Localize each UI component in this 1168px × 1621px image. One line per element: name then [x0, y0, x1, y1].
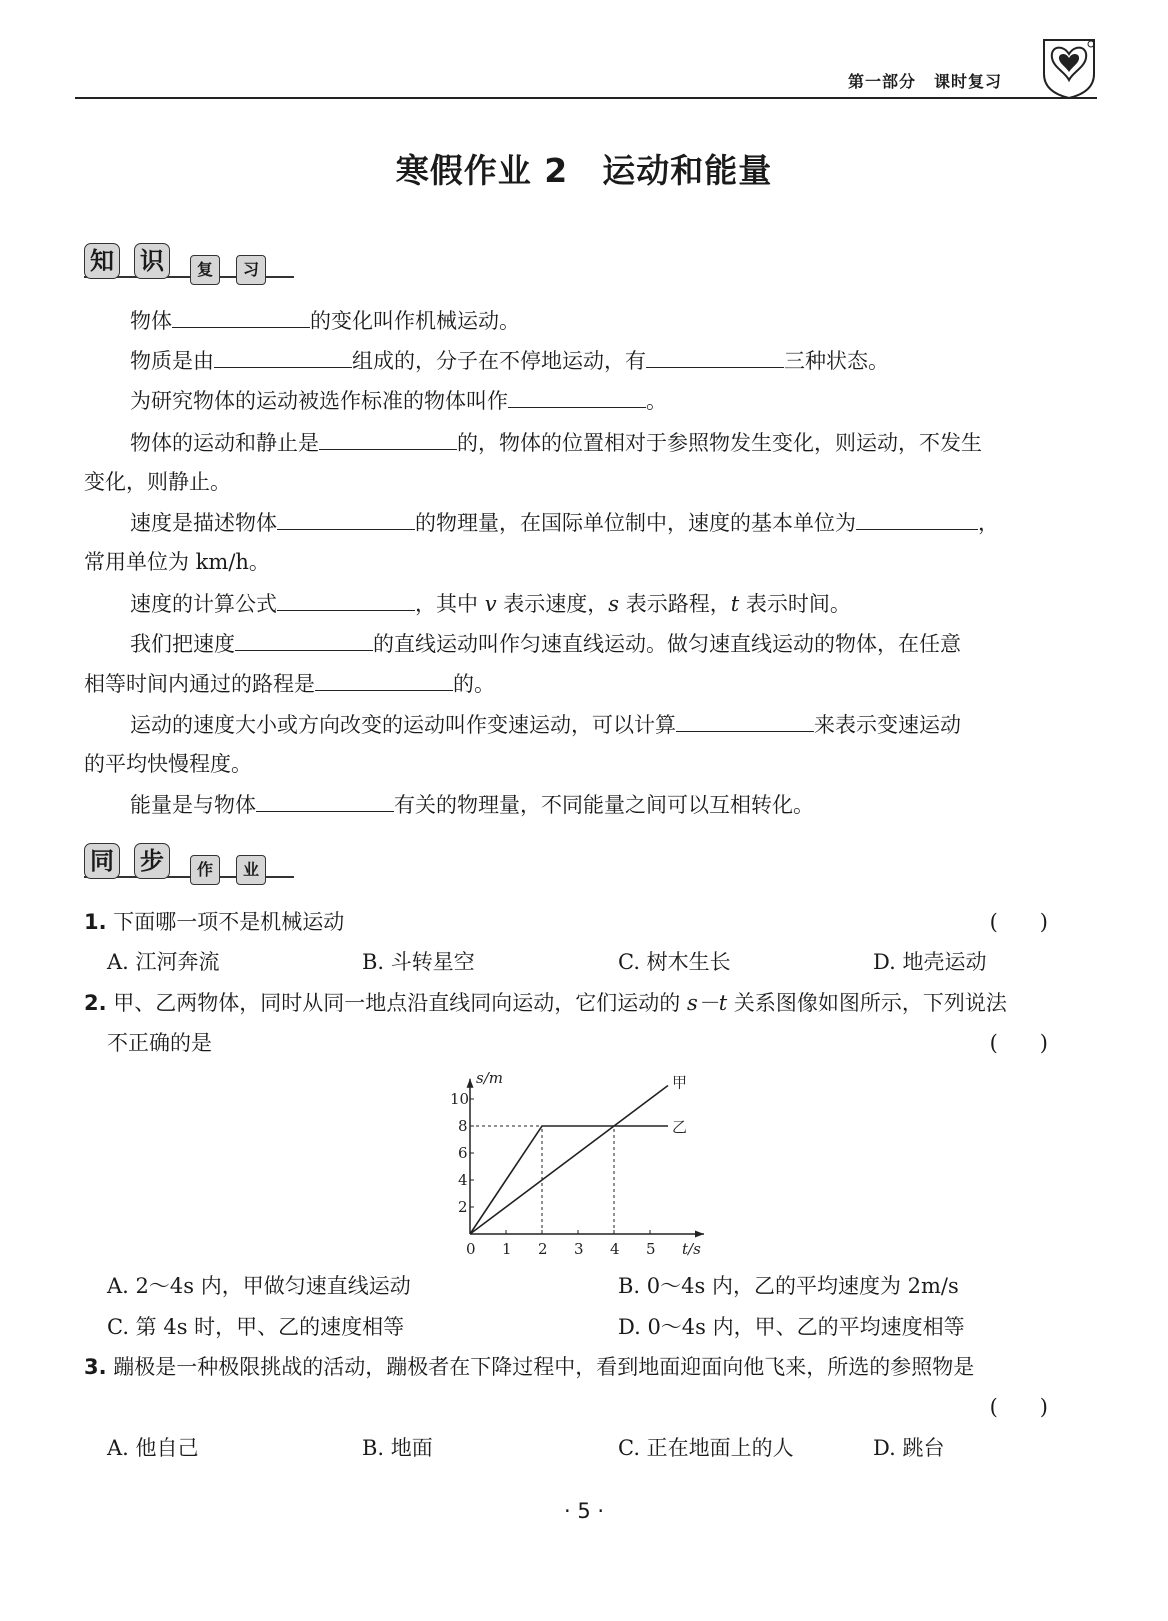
- title-topic: 运动和能量: [602, 151, 773, 190]
- y-axis-label: s/m: [476, 1068, 503, 1087]
- option[interactable]: D. 跳台: [873, 1436, 945, 1460]
- x-tick-label: 5: [646, 1240, 656, 1258]
- section-char: 步: [134, 843, 170, 879]
- x-tick-label: 0: [466, 1240, 476, 1258]
- option[interactable]: D. 0～4s 内，甲、乙的平均速度相等: [618, 1315, 965, 1339]
- option[interactable]: A. 2～4s 内，甲做匀速直线运动: [107, 1274, 411, 1298]
- section-char: 业: [236, 855, 266, 885]
- section-char: 识: [134, 243, 170, 279]
- page-number: · 5 ·: [563, 1499, 605, 1523]
- review-line: 物体 的变化叫作机械运动。: [130, 305, 520, 336]
- review-line: 速度是描述物体 的物理量，在国际单位制中，速度的基本单位为 ，: [130, 507, 999, 538]
- section-char: 习: [236, 255, 266, 285]
- review-line: 相等时间内通过的路程是 的。: [84, 668, 495, 699]
- answer-paren[interactable]: ( ): [989, 910, 1048, 934]
- fill-blank[interactable]: [277, 588, 415, 611]
- option[interactable]: B. 斗转星空: [362, 950, 475, 974]
- x-tick-label: 1: [502, 1240, 512, 1258]
- y-tick-label: 6: [458, 1144, 468, 1162]
- option[interactable]: B. 0～4s 内，乙的平均速度为 2m/s: [618, 1274, 959, 1298]
- page-title: [0, 145, 1168, 192]
- x-axis-label: t/s: [682, 1240, 701, 1258]
- review-line: 变化，则静止。: [84, 470, 231, 494]
- fill-blank[interactable]: [319, 427, 457, 450]
- fill-blank[interactable]: [172, 305, 310, 328]
- y-axis-arrow: [467, 1079, 474, 1088]
- fill-blank[interactable]: [277, 507, 415, 530]
- review-line: 常用单位为 km/h。: [84, 550, 270, 574]
- answer-paren[interactable]: ( ): [989, 1395, 1048, 1419]
- review-line: 为研究物体的运动被选作标准的物体叫作 。: [130, 385, 667, 416]
- review-line: 能量是与物体 有关的物理量，不同能量之间可以互相转化。: [130, 789, 814, 820]
- fill-blank[interactable]: [235, 628, 373, 651]
- section-heading-review: [84, 243, 294, 289]
- title-lead: 寒假作业 2: [395, 151, 569, 190]
- option[interactable]: C. 树木生长: [618, 950, 731, 974]
- review-line: 速度的计算公式 ，其中 v 表示速度，s 表示路程，t 表示时间。: [130, 588, 851, 619]
- option[interactable]: B. 地面: [362, 1436, 433, 1460]
- question-2-stem: 2. 甲、乙两物体，同时从同一地点沿直线同向运动，它们运动的 s－t 关系图像如图所示，下列说法: [84, 991, 1007, 1015]
- series-line: [470, 1086, 668, 1235]
- review-line: 我们把速度 的直线运动叫作匀速直线运动。做匀速直线运动的物体，在任意: [130, 628, 961, 659]
- y-tick-label: 8: [458, 1117, 468, 1135]
- s-t-graph: [440, 1066, 730, 1266]
- answer-paren[interactable]: ( ): [989, 1031, 1048, 1055]
- series-label: 乙: [672, 1118, 688, 1136]
- section-char: 作: [190, 855, 220, 885]
- fill-blank[interactable]: [256, 789, 394, 812]
- x-tick-label: 4: [610, 1240, 620, 1258]
- section-char: 复: [190, 255, 220, 285]
- review-line: 运动的速度大小或方向改变的运动叫作变速运动，可以计算 来表示变速运动: [130, 709, 961, 740]
- option[interactable]: D. 地壳运动: [873, 950, 987, 974]
- header-rule: [75, 97, 1097, 99]
- y-tick-label: 4: [458, 1171, 468, 1189]
- page-header: [75, 36, 1100, 100]
- header-section: 课时复习: [933, 72, 1002, 91]
- section-char: 同: [84, 843, 120, 879]
- question-3-stem: 3. 蹦极是一种极限挑战的活动，蹦极者在下降过程中，看到地面迎面向他飞来，所选的参照物是: [84, 1355, 975, 1379]
- fill-blank[interactable]: [508, 385, 646, 408]
- y-tick-label: 10: [450, 1090, 470, 1108]
- x-tick-label: 3: [574, 1240, 584, 1258]
- fill-blank[interactable]: [214, 345, 352, 368]
- series-label: 甲: [672, 1073, 688, 1092]
- fill-blank[interactable]: [856, 507, 978, 530]
- publisher-logo-icon: [1038, 36, 1100, 100]
- header-text: [848, 69, 1002, 92]
- section-heading-homework: [84, 843, 294, 889]
- x-tick-label: 2: [538, 1240, 548, 1258]
- question-2-stem-cont: 不正确的是: [107, 1031, 212, 1055]
- option[interactable]: A. 他自己: [107, 1436, 199, 1460]
- review-line: 物质是由 组成的，分子在不停地运动，有 三种状态。: [130, 345, 889, 376]
- header-part: 第一部分: [847, 72, 916, 91]
- fill-blank[interactable]: [315, 668, 453, 691]
- fill-blank[interactable]: [676, 709, 814, 732]
- y-tick-label: 2: [458, 1198, 468, 1216]
- question-1-stem: 1. 下面哪一项不是机械运动: [84, 910, 345, 934]
- section-char: 知: [84, 243, 120, 279]
- x-axis-arrow: [695, 1231, 704, 1238]
- series-line: [470, 1126, 668, 1234]
- fill-blank[interactable]: [646, 345, 784, 368]
- option[interactable]: C. 第 4s 时，甲、乙的速度相等: [107, 1315, 405, 1339]
- option[interactable]: C. 正在地面上的人: [618, 1436, 794, 1460]
- option[interactable]: A. 江河奔流: [107, 950, 220, 974]
- review-line: 的平均快慢程度。: [84, 752, 252, 776]
- review-line: 物体的运动和静止是 的，物体的位置相对于参照物发生变化，则运动，不发生: [130, 427, 982, 458]
